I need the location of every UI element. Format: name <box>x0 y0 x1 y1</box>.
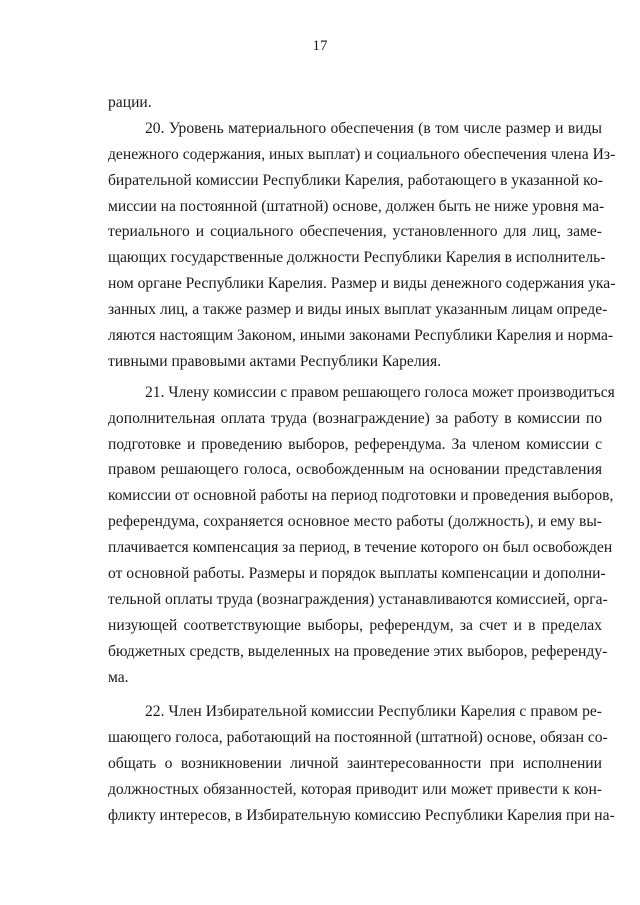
text-line: ляются настоящим Законом, иными законами Республики Карелия и норма- <box>108 327 614 345</box>
text-line: ном органе Республики Карелия. Размер и виды денежного содержания ука- <box>108 275 616 293</box>
text-line: комиссии от основной работы на период подготовки и проведения выборов, <box>108 487 614 505</box>
text-line: дополнительная оплата труда (вознаграждение) за работу в комиссии по <box>108 409 602 427</box>
text-line: тивными правовыми актами Республики Карелия. <box>108 352 442 370</box>
text-line: шающего голоса, работающий на постоянной (штатной) основе, обязан со- <box>108 729 608 747</box>
paragraph <box>108 699 615 828</box>
text-line: подготовке и проведению выборов, референдума. За членом комиссии с <box>108 435 602 453</box>
text-line: правом решающего голоса, освобожденным на основании представления <box>108 461 602 479</box>
paragraph <box>108 90 602 116</box>
text-line: щающих государственные должности Республики Карелия в исполнитель- <box>108 249 606 267</box>
text-line: рации. <box>108 94 152 111</box>
text-line: тельной оплаты труда (вознаграждения) устанавливаются комиссией, орга- <box>108 590 608 608</box>
text-line: бюджетных средств, выделенных на проведение этих выборов, референду- <box>108 642 608 660</box>
text-line: денежного содержания, иных выплат) и социального обеспечения члена Из- <box>108 145 616 163</box>
text-line: от основной работы. Размеры и порядок выплаты компенсации и дополни- <box>108 565 606 583</box>
paragraph <box>108 116 616 375</box>
text-line: бирательной комиссии Республики Карелия, работающего в указанной ко- <box>108 171 603 189</box>
text-line: общать о возникновении личной заинтересованности при исполнении <box>108 755 602 773</box>
text-line: 20. Уровень материального обеспечения (в том числе размер и виды <box>145 119 602 137</box>
text-line: должностных обязанностей, которая приводит или может привести к кон- <box>108 781 602 799</box>
paragraph <box>108 380 615 691</box>
text-line: териального и социального обеспечения, установленного для лиц, заме- <box>108 223 602 241</box>
page-number: 17 <box>312 38 328 54</box>
text-line: 22. Член Избирательной комиссии Республики Карелия с правом ре- <box>145 703 602 721</box>
text-line: референдума, сохраняется основное место работы (должность), и ему вы- <box>108 513 602 531</box>
text-line: ма. <box>108 668 129 686</box>
text-line: плачивается компенсация за период, в течение которого он был освобожден <box>108 539 613 557</box>
text-line: миссии на постоянной (штатной) основе, должен быть не ниже уровня ма- <box>108 197 605 215</box>
text-line: занных лиц, а также размер и виды иных выплат указанным лицам опреде- <box>108 301 608 319</box>
text-line: 21. Члену комиссии с правом решающего голоса может производиться <box>145 383 615 401</box>
document-body <box>108 90 616 829</box>
text-line: низующей соответствующие выборы, референдум, за счет и в пределах <box>108 616 602 634</box>
text-line: фликту интересов, в Избирательную комиссию Республики Карелия при на- <box>108 807 615 825</box>
